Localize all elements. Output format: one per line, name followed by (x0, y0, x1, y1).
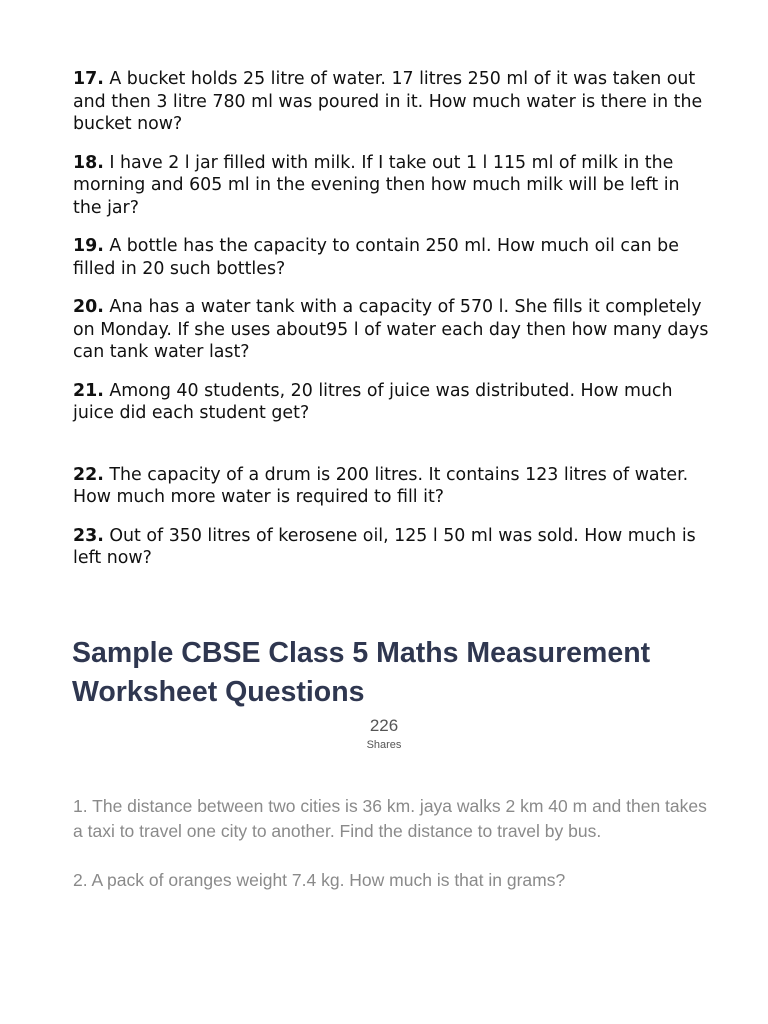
question-number: 20. (73, 297, 104, 317)
question-number: 19. (73, 236, 104, 256)
question-text: Ana has a water tank with a capacity of 570 l. She fills it completely on Monday. If she uses about95 l of water each day then how many days can tank water last? (73, 297, 709, 362)
share-count: 226 (369, 716, 399, 735)
question-text: I have 2 l jar filled with milk. If I take out 1 l 115 ml of milk in the morning and 605 ml in the evening then how much milk will be left in the jar? (73, 152, 680, 218)
question-21 (73, 380, 713, 425)
question-number: 17. (73, 69, 104, 89)
question-list (73, 68, 713, 570)
question-text: A bottle has the capacity to contain 250 ml. How much oil can be filled in 20 such bottles? (73, 236, 679, 279)
question-text: Out of 350 litres of kerosene oil, 125 l 50 ml was sold. How much is left now? (73, 525, 696, 568)
question-22 (73, 464, 713, 509)
sample-question: 2. A pack of oranges weight 7.4 kg. How much is that in grams? (73, 870, 566, 890)
share-counter[interactable] (334, 714, 434, 752)
question-number: 18. (73, 152, 104, 173)
question-text: Among 40 students, 20 litres of juice was distributed. How much juice did each student get? (73, 380, 673, 423)
question-text: The capacity of a drum is 200 litres. It contains 123 litres of water. How much more water is required to fill it? (73, 464, 689, 507)
question-23 (73, 525, 713, 570)
question-20 (73, 296, 713, 364)
question-18 (73, 152, 713, 220)
question-17 (73, 68, 713, 136)
question-text: A bucket holds 25 litre of water. 17 litres 250 ml of it was taken out and then 3 litre 780 ml was poured in it. How much water is there in the bucket now? (73, 69, 703, 134)
sample-question-list (73, 794, 713, 893)
question-number: 21. (73, 380, 104, 401)
section-heading: Sample CBSE Class 5 Maths Measurement Worksheet Questions (72, 637, 651, 708)
question-number: 22. (73, 464, 104, 485)
sample-question: 1. The distance between two cities is 36 km. jaya walks 2 km 40 m and then takes a taxi to travel one city to another. Find the distance to travel by bus. (73, 796, 707, 841)
share-label: Shares (366, 739, 402, 751)
question-number: 23. (73, 525, 104, 546)
question-19 (73, 235, 713, 280)
